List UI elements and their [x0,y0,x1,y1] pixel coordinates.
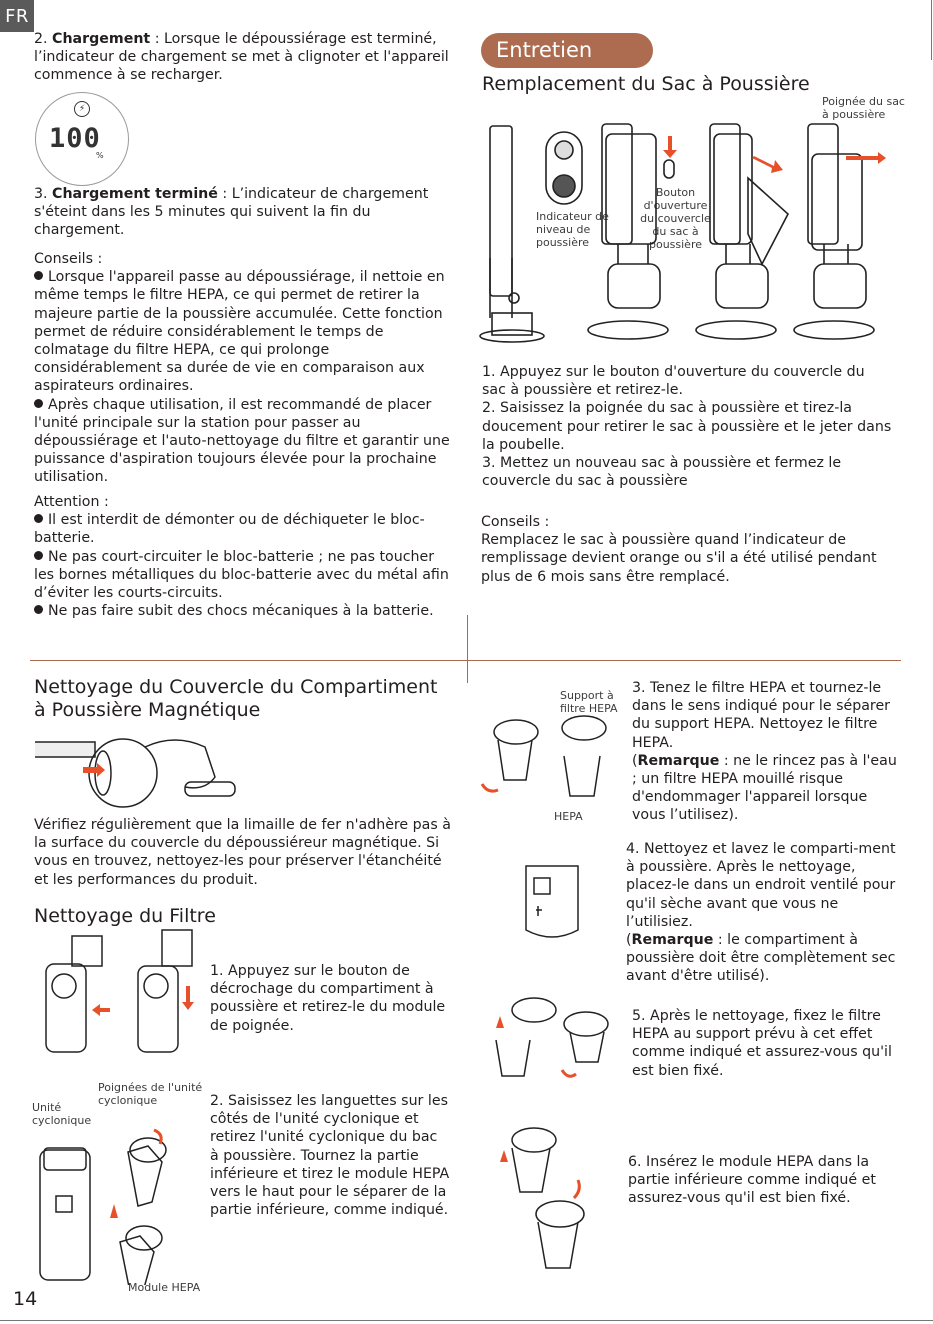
rotate-arrow-icon [562,1070,576,1076]
section-divider [30,660,901,661]
hepa-insert-illustration [490,1126,610,1286]
bag-step-2: 2. Saisissez la poignée du sac à poussière et tirez-la doucement pour retirer le sac à poussière et le jeter dans la poubelle. [482,400,892,453]
filter-step-6: 6. Insérez le module HEPA dans la partie inférieure comme indiqué et assurez-vous qu'il est bien fixé. [628,1154,876,1207]
dust-bag-replacement-illustration [478,118,908,350]
lid-text: Vérifiez régulièrement que la limaille de fer n'adhère pas à la surface du couvercle du dépoussiéreur magnétique. Si vous en trouvez, nettoyez-les pour préserver l'étanchéité et les performances du produit. [34,817,451,888]
arrow-icon [663,136,677,158]
charging-text: : Lorsque le dépoussiérage est terminé, l’indicateur de chargement se met à clignoter et l'appareil commence à se recharger. [34,31,449,84]
arrow-icon [92,1004,110,1016]
tip-item [34,268,459,395]
filter-step-1: 1. Appuyez sur le bouton de décrochage du compartiment à poussière et retirez-le du module de poignée. [210,963,446,1034]
filter-step-4: 4. Nettoyez et lavez le comparti-ment à poussière. Après le nettoyage, placez-le dans un endroit ventilé pour qu'il sèche avant que vous ne l’utilisiez. (Remarque : le compartiment à poussière doit être complètement sec avant d'être utilisé). [626,841,896,985]
step-3-note: : ne le rincez pas à l'eau ; un filtre HEPA mouillé risque d'endommager l'appareil lorsque vous l’utilisez). [632,752,897,824]
charging-paragraph [34,30,459,85]
step-number: 3. [34,186,53,202]
tips-block [34,250,459,487]
filter-step-2: 2. Saisissez les languettes sur les côtés de l'unité cyclonique et retirez l'unité cyclonique du bac à poussière. Tournez la partie inférieure et tirez le module HEPA vers le haut pour le séparer de la partie inférieure, comme indiqué. [210,1093,450,1219]
note-title: Remarque [631,932,714,949]
attention-item [34,602,454,620]
step-3-text: 3. Tenez le filtre HEPA et tournez-le dans le sens indiqué pour le séparer du support HEPA. Nettoyez le filtre HEPA. [632,680,891,751]
label-bag-handle: Poignée du sac à poussière [822,95,905,121]
arrow-icon [752,156,783,173]
bag-tips-text: Remplacez le sac à poussière quand l’indicateur de remplissage devient orange ou s'il a été utilisé pendant plus de 6 mois sans être remplacé. [481,532,877,585]
hepa-attach-illustration [482,994,622,1082]
bag-tips [481,513,901,586]
attention-text: Ne pas court-circuiter le bloc-batterie ; ne pas toucher les bornes métalliques du bloc-batterie avec du métal afin d’éviter les courts-circuits. [34,548,449,602]
label-hepa-module: Module HEPA [128,1281,201,1294]
tips-title: Conseils : [34,251,103,267]
rotate-arrow-icon [154,1130,161,1144]
label-cyclone-unit: Unité cyclonique [32,1101,92,1127]
attention-text: Ne pas faire subit des chocs mécaniques à la batterie. [48,603,434,620]
section-pill: Entretien [481,33,653,68]
charge-level-display: 100 [49,123,101,154]
bag-step-3: 3. Mettez un nouveau sac à poussière et fermez le couvercle du sac à poussière [482,455,842,490]
arrow-icon [496,1016,504,1028]
percent-sign: % [96,151,104,160]
bag-tips-title: Conseils : [481,514,550,530]
tip-text: Lorsque l'appareil passe au dépoussiérage, il nettoie en même temps le filtre HEPA, ce qui permet de retirer la majeure partie de la poussière accumulée. Cette fonction permet de réduire considérablement le temps de colmatage du filtre HEPA, ce qui prolonge considérablement sa durée de vie en comparaison aux aspirateurs ordinaires. [34,269,445,395]
bottom-rule [0,1320,933,1321]
arrow-icon [182,986,194,1010]
charging-title: Chargement [52,31,151,47]
bullet-icon [34,551,43,560]
language-tag: FR [0,0,34,32]
attention-item [34,511,454,547]
charged-title: Chargement terminé [52,186,218,202]
step-4-text: 4. Nettoyez et lavez le comparti-ment à poussière. Après le nettoyage, placez-le dans un endroit ventilé pour qu'il sèche avant que vous ne l’utilisiez. [626,841,896,930]
label-lid-button: Bouton d'ouverture du couvercle du sac à poussière [640,186,711,251]
handheld-vacuum-illustration [35,727,245,812]
dust-compartment-removal-illustration [38,926,206,1056]
arrow-icon [110,1204,118,1218]
label-dust-indicator: Indicateur de niveau de poussière [536,210,609,249]
label-hepa: HEPA [554,810,583,823]
bag-step-1: 1. Appuyez sur le bouton d'ouverture du couvercle du sac à poussière et retirez-le. [482,364,865,399]
arrow-icon [500,1150,508,1162]
bullet-icon [34,514,43,523]
charged-paragraph [34,185,459,240]
arrow-icon [83,763,105,777]
hepa-separation-illustration [476,714,626,814]
attention-item [34,548,454,603]
lid-section-title: Nettoyage du Couvercle du Compartiment à Poussière Magnétique [34,676,438,721]
label-hepa-support: Support à filtre HEPA [560,689,618,715]
filter-section-title: Nettoyage du Filtre [34,905,216,927]
attention-text: Il est interdit de démonter ou de déchiqueter le bloc-batterie. [34,512,425,547]
page-number: 14 [13,1288,38,1310]
bullet-icon [34,605,43,614]
column-divider [467,615,468,683]
rotate-arrow-icon [574,1180,579,1198]
bag-section-title: Remplacement du Sac à Poussière [482,73,810,95]
attention-title: Attention : [34,494,109,510]
charge-display-circle [35,92,129,186]
lightning-icon: ⚡ [74,101,90,117]
filter-step-3: 3. Tenez le filtre HEPA et tournez-le dans le sens indiqué pour le séparer du support HEPA. Nettoyez le filtre HEPA. (Remarque : ne le rincez pas à l'eau ; un filtre HEPA mouillé risque d'endommager l'appareil lorsque vous l’utilisez). [632,680,897,824]
bag-steps [482,363,892,490]
dust-compartment-illustration [522,862,582,944]
filter-step-5: 5. Après le nettoyage, fixez le filtre HEPA au support prévu à cet effet comme indiqué et assurez-vous qu'il est bien fixé. [632,1008,892,1079]
tip-text: Après chaque utilisation, il est recommandé de placer l'unité principale sur la station pour passer au dépoussiérage et l'auto-nettoyage du filtre et garantir une puissance d'aspiration toujours élevée pour la prochaine utilisation. [34,396,450,486]
note-title: Remarque [637,752,720,769]
divider [931,0,932,60]
step-number: 2. [34,31,53,47]
bullet-icon [34,271,43,280]
cyclone-unit-illustration [36,1110,211,1285]
station-column [490,126,512,296]
charged-text: : L’indicateur de chargement s'éteint dans les 5 minutes qui suivent la fin du chargement. [34,186,429,239]
attention-block [34,493,454,620]
bullet-icon [34,399,43,408]
step-4-note: : le compartiment à poussière doit être complètement sec avant d'être utilisé). [626,932,896,985]
tip-item [34,396,459,487]
label-cyclone-handles: Poignées de l'unité cyclonique [98,1081,203,1107]
rotate-arrow-icon [482,784,498,791]
